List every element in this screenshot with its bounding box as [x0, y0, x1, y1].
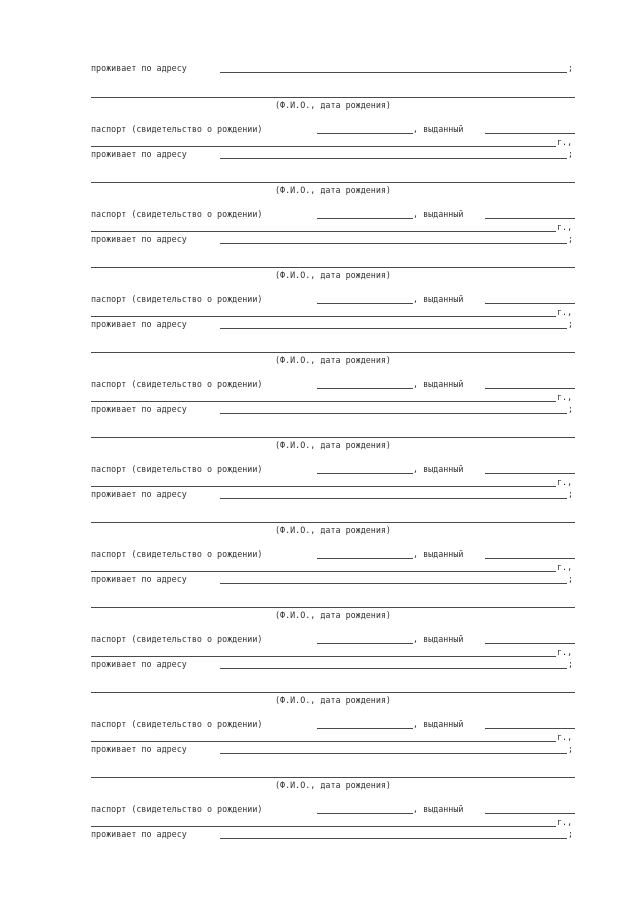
address-field[interactable]: [220, 413, 567, 414]
address-line: [91, 62, 575, 74]
semicolon: ;: [568, 63, 574, 73]
issued-by-field[interactable]: [485, 728, 575, 729]
name-dob-caption: (Ф.И.О., дата рождения): [275, 270, 391, 280]
address-label: проживает по адресу: [91, 63, 187, 73]
address-label: проживает по адресу: [91, 829, 187, 839]
year-mark: г.,: [557, 137, 573, 147]
issued-by-field[interactable]: [485, 388, 575, 389]
passport-label: паспорт (свидетельство о рождении): [91, 804, 263, 814]
passport-number-field[interactable]: [317, 218, 413, 219]
issued-by-field[interactable]: [485, 473, 575, 474]
address-field[interactable]: [220, 328, 567, 329]
passport-label: паспорт (свидетельство о рождении): [91, 294, 263, 304]
semicolon: ;: [568, 659, 574, 669]
issued-label: , выданный: [413, 379, 464, 389]
year-mark: г.,: [557, 817, 573, 827]
name-dob-caption: (Ф.И.О., дата рождения): [275, 440, 391, 450]
address-label: проживает по адресу: [91, 404, 187, 414]
name-dob-field[interactable]: [91, 522, 575, 523]
semicolon: ;: [568, 489, 574, 499]
issued-label: , выданный: [413, 634, 464, 644]
semicolon: ;: [568, 574, 574, 584]
passport-line: [91, 123, 575, 135]
address-field[interactable]: [220, 668, 567, 669]
issued-by-continuation-field[interactable]: [91, 401, 556, 402]
year-mark: г.,: [557, 222, 573, 232]
issued-label: , выданный: [413, 294, 464, 304]
issued-by-continuation-field[interactable]: [91, 316, 556, 317]
address-line: [91, 828, 575, 840]
address-line: [91, 148, 575, 160]
year-mark: г.,: [557, 647, 573, 657]
address-field[interactable]: [220, 498, 567, 499]
address-line: [91, 743, 575, 755]
address-label: проживает по адресу: [91, 744, 187, 754]
issued-label: , выданный: [413, 464, 464, 474]
name-dob-field[interactable]: [91, 777, 575, 778]
address-line: [91, 403, 575, 415]
passport-line: [91, 463, 575, 475]
passport-label: паспорт (свидетельство о рождении): [91, 549, 263, 559]
name-dob-field[interactable]: [91, 267, 575, 268]
passport-number-field[interactable]: [317, 728, 413, 729]
semicolon: ;: [568, 319, 574, 329]
name-dob-caption: (Ф.И.О., дата рождения): [275, 525, 391, 535]
passport-label: паспорт (свидетельство о рождении): [91, 209, 263, 219]
issued-by-continuation-field[interactable]: [91, 571, 556, 572]
issued-label: , выданный: [413, 804, 464, 814]
address-field[interactable]: [220, 753, 567, 754]
address-field[interactable]: [220, 72, 567, 73]
year-mark: г.,: [557, 307, 573, 317]
passport-number-field[interactable]: [317, 388, 413, 389]
address-field[interactable]: [220, 158, 567, 159]
address-line: [91, 488, 575, 500]
passport-number-field[interactable]: [317, 643, 413, 644]
name-dob-field[interactable]: [91, 352, 575, 353]
address-field[interactable]: [220, 583, 567, 584]
name-dob-caption: (Ф.И.О., дата рождения): [275, 100, 391, 110]
address-line: [91, 318, 575, 330]
issued-label: , выданный: [413, 124, 464, 134]
issued-by-field[interactable]: [485, 643, 575, 644]
address-label: проживает по адресу: [91, 489, 187, 499]
address-field[interactable]: [220, 243, 567, 244]
passport-number-field[interactable]: [317, 133, 413, 134]
issued-by-continuation-field[interactable]: [91, 741, 556, 742]
semicolon: ;: [568, 829, 574, 839]
name-dob-caption: (Ф.И.О., дата рождения): [275, 185, 391, 195]
passport-label: паспорт (свидетельство о рождении): [91, 124, 263, 134]
issued-label: , выданный: [413, 719, 464, 729]
issued-by-continuation-field[interactable]: [91, 231, 556, 232]
passport-line: [91, 293, 575, 305]
issued-by-field[interactable]: [485, 303, 575, 304]
address-field[interactable]: [220, 838, 567, 839]
issued-by-continuation-field[interactable]: [91, 486, 556, 487]
passport-label: паспорт (свидетельство о рождении): [91, 379, 263, 389]
address-label: проживает по адресу: [91, 659, 187, 669]
address-label: проживает по адресу: [91, 149, 187, 159]
passport-number-field[interactable]: [317, 303, 413, 304]
issued-by-continuation-field[interactable]: [91, 826, 556, 827]
year-mark: г.,: [557, 732, 573, 742]
issued-by-field[interactable]: [485, 218, 575, 219]
year-mark: г.,: [557, 392, 573, 402]
address-label: проживает по адресу: [91, 234, 187, 244]
address-label: проживает по адресу: [91, 319, 187, 329]
name-dob-caption: (Ф.И.О., дата рождения): [275, 355, 391, 365]
semicolon: ;: [568, 744, 574, 754]
passport-label: паспорт (свидетельство о рождении): [91, 464, 263, 474]
passport-label: паспорт (свидетельство о рождении): [91, 634, 263, 644]
passport-number-field[interactable]: [317, 558, 413, 559]
issued-by-field[interactable]: [485, 813, 575, 814]
name-dob-caption: (Ф.И.О., дата рождения): [275, 610, 391, 620]
name-dob-caption: (Ф.И.О., дата рождения): [275, 780, 391, 790]
issued-by-field[interactable]: [485, 133, 575, 134]
issued-by-continuation-field[interactable]: [91, 146, 556, 147]
address-line: [91, 573, 575, 585]
name-dob-field[interactable]: [91, 437, 575, 438]
passport-line: [91, 548, 575, 560]
passport-line: [91, 803, 575, 815]
name-dob-field[interactable]: [91, 182, 575, 183]
passport-line: [91, 208, 575, 220]
passport-label: паспорт (свидетельство о рождении): [91, 719, 263, 729]
passport-line: [91, 633, 575, 645]
issued-by-field[interactable]: [485, 558, 575, 559]
semicolon: ;: [568, 404, 574, 414]
semicolon: ;: [568, 149, 574, 159]
year-mark: г.,: [557, 562, 573, 572]
address-label: проживает по адресу: [91, 574, 187, 584]
year-mark: г.,: [557, 477, 573, 487]
passport-number-field[interactable]: [317, 473, 413, 474]
issued-label: , выданный: [413, 549, 464, 559]
name-dob-field[interactable]: [91, 692, 575, 693]
passport-number-field[interactable]: [317, 813, 413, 814]
address-line: [91, 233, 575, 245]
name-dob-field[interactable]: [91, 607, 575, 608]
issued-label: , выданный: [413, 209, 464, 219]
issued-by-continuation-field[interactable]: [91, 656, 556, 657]
semicolon: ;: [568, 234, 574, 244]
name-dob-field[interactable]: [91, 97, 575, 98]
name-dob-caption: (Ф.И.О., дата рождения): [275, 695, 391, 705]
passport-line: [91, 718, 575, 730]
passport-line: [91, 378, 575, 390]
address-line: [91, 658, 575, 670]
